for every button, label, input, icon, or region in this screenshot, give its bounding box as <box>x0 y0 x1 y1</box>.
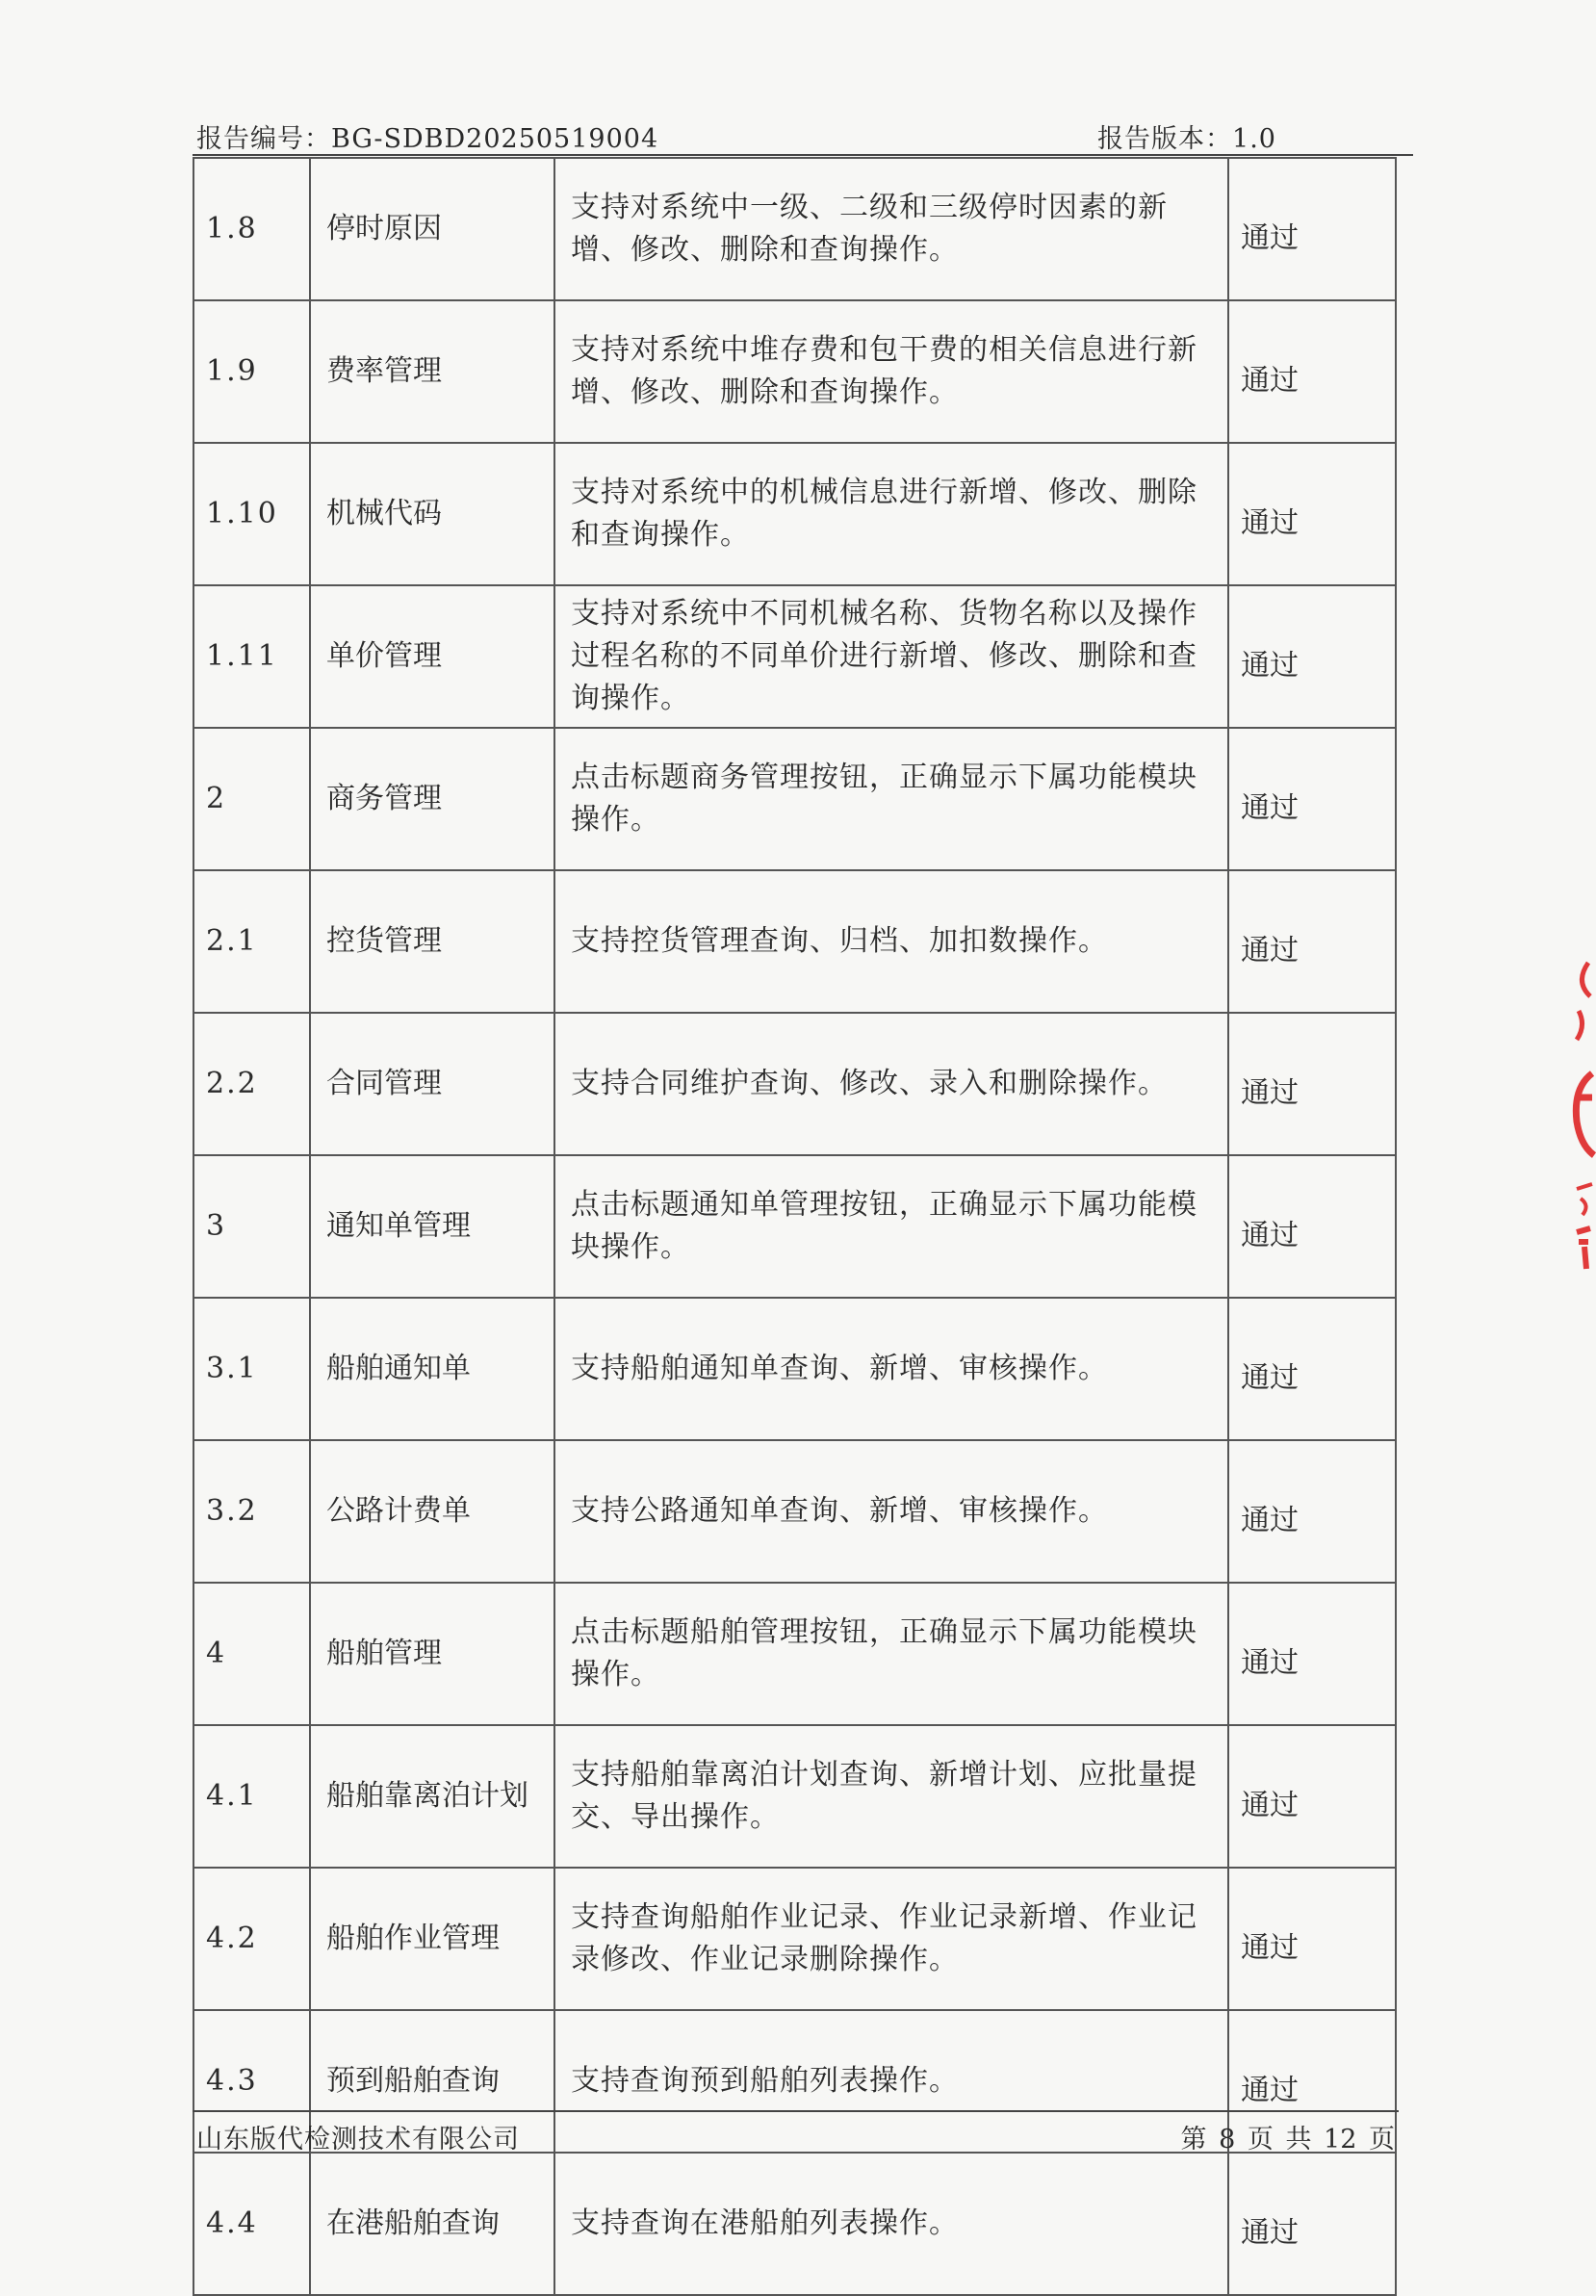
item-number: 1.10 <box>193 443 310 585</box>
table-row <box>193 1155 1396 1298</box>
item-name: 船舶靠离泊计划 <box>310 1725 554 1868</box>
item-description: 支持查询预到船舶列表操作。 <box>554 2010 1228 2153</box>
table-row <box>193 1583 1396 1725</box>
item-number: 3.1 <box>193 1298 310 1440</box>
item-name: 通知单管理 <box>310 1155 554 1298</box>
item-name: 机械代码 <box>310 443 554 585</box>
table-row <box>193 585 1396 728</box>
item-number: 2.2 <box>193 1013 310 1155</box>
report-version: 报告版本：1.0 <box>1097 124 1276 154</box>
page-footer <box>193 2114 1399 2156</box>
page-header <box>193 114 1411 156</box>
seal-stamp-edge <box>1567 953 1596 1271</box>
item-name: 船舶作业管理 <box>310 1868 554 2010</box>
header-divider <box>193 154 1413 156</box>
item-description: 支持控货管理查询、归档、加扣数操作。 <box>554 870 1228 1013</box>
item-result: 通过 <box>1228 728 1396 870</box>
table-row <box>193 300 1396 443</box>
footer-divider <box>193 2110 1399 2112</box>
item-number: 2.1 <box>193 870 310 1013</box>
company-name: 山东版代检测技术有限公司 <box>196 2125 520 2154</box>
item-number: 2 <box>193 728 310 870</box>
table-row <box>193 1298 1396 1440</box>
item-description: 点击标题船舶管理按钮，正确显示下属功能模块操作。 <box>554 1583 1228 1725</box>
item-number: 4.4 <box>193 2153 310 2295</box>
item-description: 支持对系统中堆存费和包干费的相关信息进行新增、修改、删除和查询操作。 <box>554 300 1228 443</box>
table-row <box>193 158 1396 300</box>
table-row <box>193 2153 1396 2295</box>
table-row <box>193 1440 1396 1583</box>
table-row <box>193 728 1396 870</box>
item-description: 点击标题商务管理按钮，正确显示下属功能模块操作。 <box>554 728 1228 870</box>
table-row <box>193 1868 1396 2010</box>
item-number: 4 <box>193 1583 310 1725</box>
item-number: 3 <box>193 1155 310 1298</box>
item-number: 1.8 <box>193 158 310 300</box>
item-name: 预到船舶查询 <box>310 2010 554 2153</box>
item-result: 通过 <box>1228 1868 1396 2010</box>
item-result: 通过 <box>1228 1298 1396 1440</box>
item-name: 公路计费单 <box>310 1440 554 1583</box>
table-row <box>193 443 1396 585</box>
item-name: 合同管理 <box>310 1013 554 1155</box>
item-description: 支持合同维护查询、修改、录入和删除操作。 <box>554 1013 1228 1155</box>
item-number: 4.1 <box>193 1725 310 1868</box>
item-name: 船舶管理 <box>310 1583 554 1725</box>
item-description: 支持对系统中不同机械名称、货物名称以及操作过程名称的不同单价进行新增、修改、删除和查询操作。 <box>554 585 1228 728</box>
item-result: 通过 <box>1228 1155 1396 1298</box>
item-number: 1.11 <box>193 585 310 728</box>
item-result: 通过 <box>1228 158 1396 300</box>
item-name: 船舶通知单 <box>310 1298 554 1440</box>
table-row <box>193 870 1396 1013</box>
item-description: 支持查询船舶作业记录、作业记录新增、作业记录修改、作业记录删除操作。 <box>554 1868 1228 2010</box>
item-description: 点击标题通知单管理按钮，正确显示下属功能模块操作。 <box>554 1155 1228 1298</box>
table-row <box>193 1725 1396 1868</box>
item-result: 通过 <box>1228 1583 1396 1725</box>
item-result: 通过 <box>1228 443 1396 585</box>
test-results-table <box>193 157 1397 2296</box>
item-number: 3.2 <box>193 1440 310 1583</box>
item-result: 通过 <box>1228 300 1396 443</box>
item-name: 在港船舶查询 <box>310 2153 554 2295</box>
table-row <box>193 1013 1396 1155</box>
item-result: 通过 <box>1228 1725 1396 1868</box>
item-description: 支持船舶通知单查询、新增、审核操作。 <box>554 1298 1228 1440</box>
item-description: 支持船舶靠离泊计划查询、新增计划、应批量提交、导出操作。 <box>554 1725 1228 1868</box>
item-name: 商务管理 <box>310 728 554 870</box>
item-result: 通过 <box>1228 585 1396 728</box>
item-name: 费率管理 <box>310 300 554 443</box>
report-number: 报告编号：BG-SDBD20250519004 <box>196 124 659 154</box>
item-number: 4.2 <box>193 1868 310 2010</box>
item-name: 单价管理 <box>310 585 554 728</box>
item-result: 通过 <box>1228 2153 1396 2295</box>
item-description: 支持公路通知单查询、新增、审核操作。 <box>554 1440 1228 1583</box>
page-number: 第 8 页 共 12 页 <box>1180 2125 1395 2154</box>
item-result: 通过 <box>1228 1440 1396 1583</box>
item-description: 支持查询在港船舶列表操作。 <box>554 2153 1228 2295</box>
item-result: 通过 <box>1228 2010 1396 2153</box>
item-number: 4.3 <box>193 2010 310 2153</box>
item-number: 1.9 <box>193 300 310 443</box>
item-name: 停时原因 <box>310 158 554 300</box>
item-result: 通过 <box>1228 1013 1396 1155</box>
item-description: 支持对系统中一级、二级和三级停时因素的新增、修改、删除和查询操作。 <box>554 158 1228 300</box>
item-description: 支持对系统中的机械信息进行新增、修改、删除和查询操作。 <box>554 443 1228 585</box>
item-name: 控货管理 <box>310 870 554 1013</box>
item-result: 通过 <box>1228 870 1396 1013</box>
